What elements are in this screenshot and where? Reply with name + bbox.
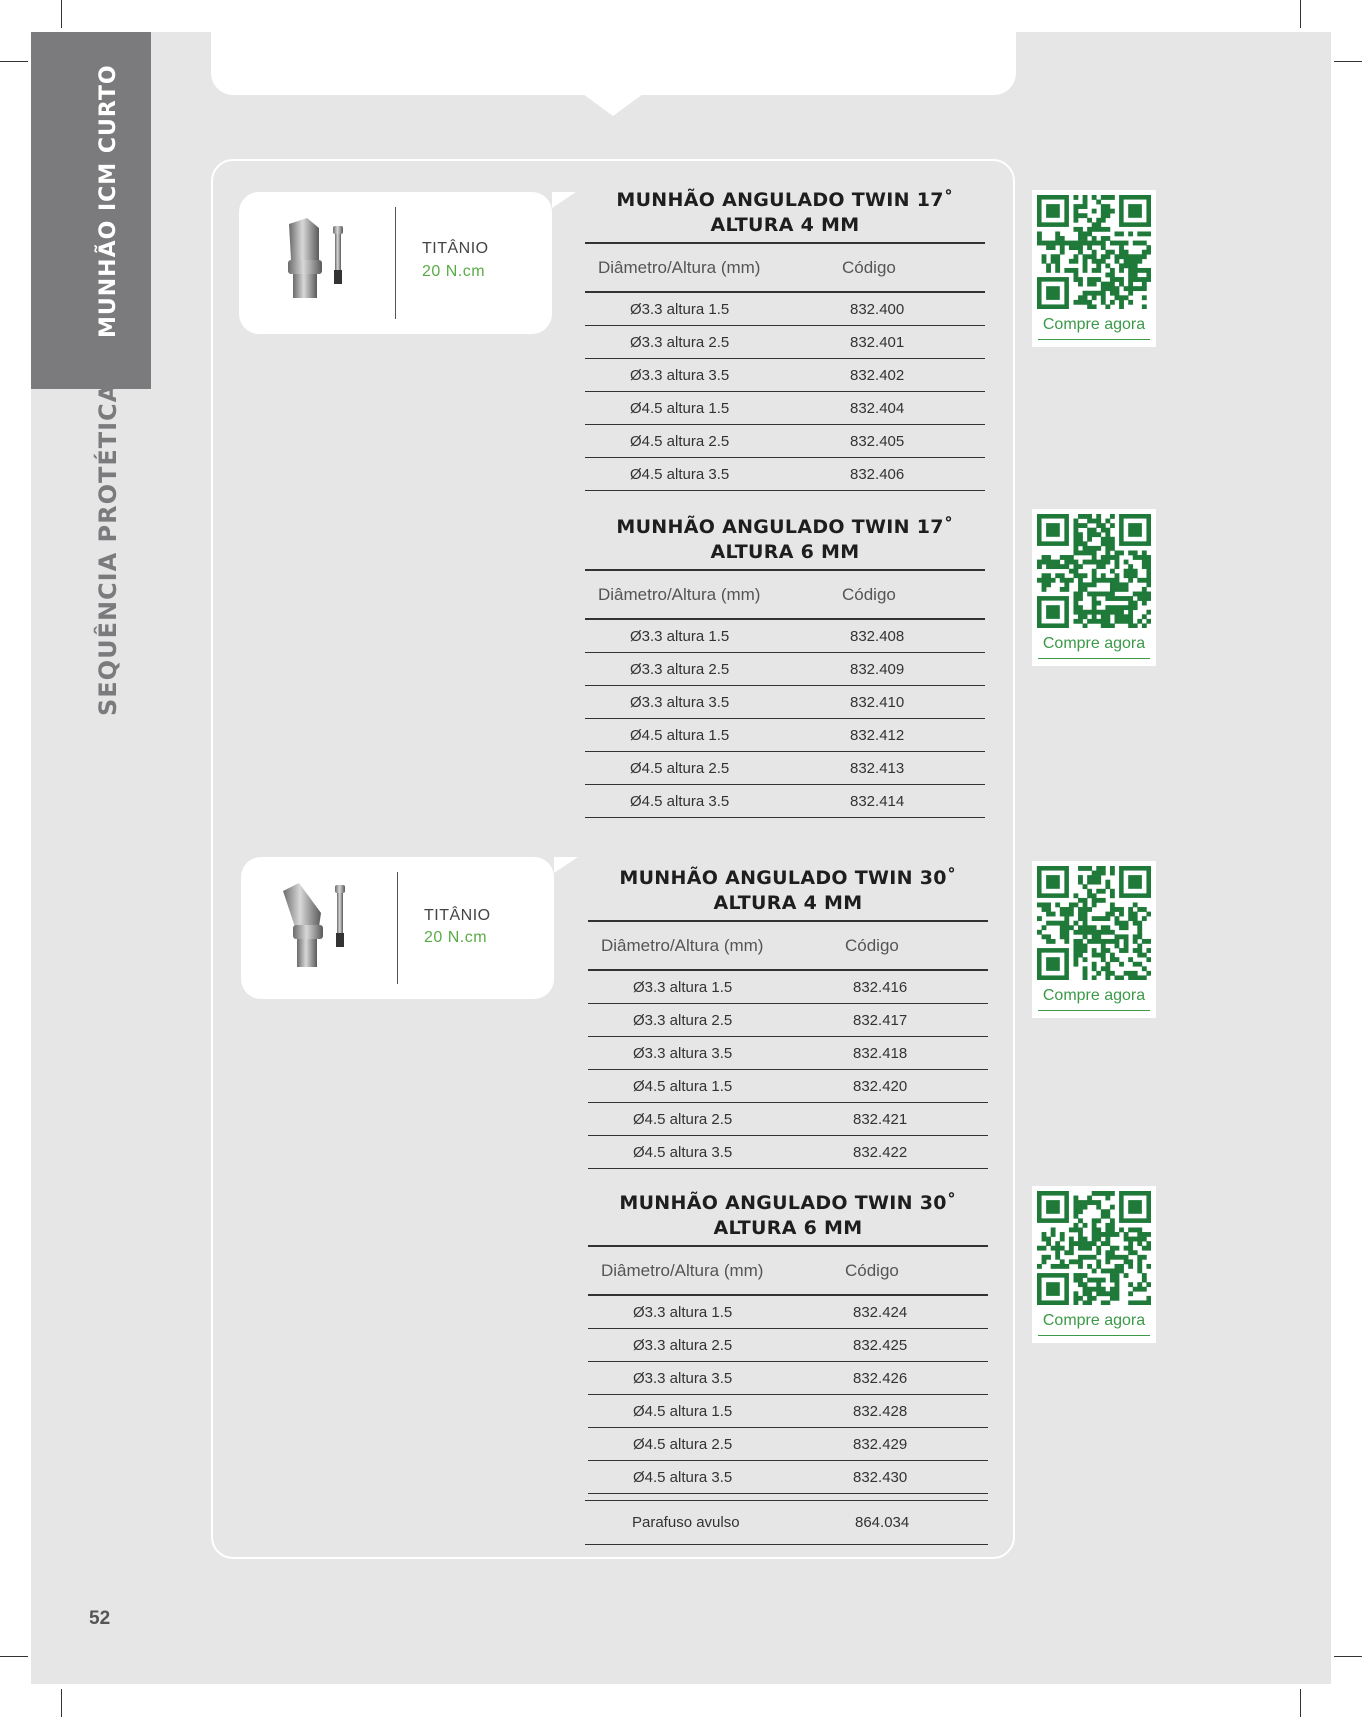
table-row (588, 1296, 988, 1329)
buy-link-underline (1038, 1335, 1150, 1336)
code-cell: 832.410 (850, 693, 905, 711)
column-header: Código (842, 257, 896, 277)
code-cell: 832.418 (853, 1044, 908, 1062)
diameter-height-cell: Ø3.3 altura 2.5 (633, 1011, 733, 1029)
table-row (588, 1070, 988, 1103)
diameter-height-cell: Ø3.3 altura 3.5 (630, 366, 730, 384)
diameter-height-cell: Ø4.5 altura 2.5 (630, 759, 730, 777)
table-title: MUNHÃO ANGULADO TWIN 30˚ (619, 1192, 957, 1214)
card-pointer (554, 857, 578, 873)
table-row (585, 425, 985, 458)
qr-block[interactable] (1032, 509, 1156, 666)
table-row (588, 1395, 988, 1428)
table-row (585, 458, 985, 491)
crop-mark (1300, 0, 1301, 28)
table-title: MUNHÃO ANGULADO TWIN 17˚ (616, 516, 954, 538)
crop-mark (61, 1689, 62, 1717)
column-header: Diâmetro/Altura (mm) (601, 1260, 764, 1280)
crop-mark (1334, 61, 1362, 62)
column-header: Código (845, 1260, 899, 1280)
code-cell: 832.406 (850, 465, 905, 483)
buy-link-underline (1038, 1010, 1150, 1011)
table-row (588, 1136, 988, 1169)
crop-mark (61, 0, 62, 28)
table-title: MUNHÃO ANGULADO TWIN 30˚ (619, 867, 957, 889)
code-cell: 832.417 (853, 1011, 908, 1029)
code-cell: 832.409 (850, 660, 905, 678)
code-cell: 832.416 (853, 978, 908, 996)
buy-link-underline (1038, 339, 1150, 340)
diameter-height-cell: Ø3.3 altura 2.5 (630, 333, 730, 351)
crop-mark (0, 1656, 28, 1657)
header-tab (211, 32, 1016, 95)
qr-code-icon[interactable] (1037, 195, 1151, 309)
code-cell: 832.424 (853, 1303, 908, 1321)
diameter-height-cell: Ø4.5 altura 3.5 (630, 465, 730, 483)
column-header: Diâmetro/Altura (mm) (598, 257, 761, 277)
code-cell: 832.429 (853, 1435, 908, 1453)
item-name: Parafuso avulso (632, 1514, 740, 1531)
table-row (588, 1428, 988, 1461)
product-card (239, 192, 552, 334)
diameter-height-cell: Ø3.3 altura 1.5 (630, 300, 730, 318)
section-title: MUNHÃO ICM CURTO (96, 64, 121, 338)
qr-code-icon[interactable] (1037, 866, 1151, 980)
table-subtitle: ALTURA 6 MM (713, 1217, 863, 1239)
table-header (585, 244, 985, 293)
product-table (588, 1191, 988, 1494)
diameter-height-cell: Ø4.5 altura 3.5 (633, 1143, 733, 1161)
torque-label: 20 N.cm (424, 929, 488, 946)
table-rows (585, 620, 985, 818)
diameter-height-cell: Ø4.5 altura 2.5 (633, 1110, 733, 1128)
header-tab-pointer (583, 94, 643, 116)
table-row (585, 752, 985, 785)
code-cell: 832.404 (850, 399, 905, 417)
column-header: Código (842, 584, 896, 604)
code-cell: 832.426 (853, 1369, 908, 1387)
table-row (585, 653, 985, 686)
table-row (588, 1461, 988, 1494)
table-row (585, 293, 985, 326)
buy-link[interactable]: Compre agora (1042, 987, 1146, 1004)
table-title: MUNHÃO ANGULADO TWIN 17˚ (616, 189, 954, 211)
code-cell: 832.428 (853, 1402, 908, 1420)
column-header: Diâmetro/Altura (mm) (601, 935, 764, 955)
table-row (588, 971, 988, 1004)
diameter-height-cell: Ø3.3 altura 2.5 (633, 1336, 733, 1354)
torque-label: 20 N.cm (422, 263, 486, 280)
qr-block[interactable] (1032, 861, 1156, 1018)
table-row (585, 359, 985, 392)
abutment-30-icon (281, 877, 361, 977)
code-cell: 832.421 (853, 1110, 908, 1128)
diameter-height-cell: Ø3.3 altura 2.5 (630, 660, 730, 678)
table-row (588, 1362, 988, 1395)
buy-link-underline (1038, 658, 1150, 659)
card-divider (395, 207, 396, 319)
diameter-height-cell: Ø4.5 altura 1.5 (630, 399, 730, 417)
table-rows (585, 293, 985, 491)
table-header (588, 922, 988, 971)
product-table (588, 866, 988, 1169)
table-row (585, 785, 985, 818)
crop-mark (1334, 1656, 1362, 1657)
column-header: Código (845, 935, 899, 955)
table-rows (588, 1296, 988, 1494)
code-cell: 832.412 (850, 726, 905, 744)
table-row (585, 1501, 988, 1545)
diameter-height-cell: Ø4.5 altura 2.5 (630, 432, 730, 450)
diameter-height-cell: Ø3.3 altura 1.5 (633, 978, 733, 996)
crop-mark (1300, 1689, 1301, 1717)
diameter-height-cell: Ø3.3 altura 3.5 (630, 693, 730, 711)
page-number: 52 (89, 1608, 111, 1629)
extra-table (585, 1500, 988, 1545)
material-label: TITÂNIO (422, 240, 489, 257)
table-row (585, 392, 985, 425)
item-code: 864.034 (855, 1514, 910, 1531)
diameter-height-cell: Ø3.3 altura 3.5 (633, 1369, 733, 1387)
material-label: TITÂNIO (424, 907, 491, 924)
table-row (585, 620, 985, 653)
column-header: Diâmetro/Altura (mm) (598, 584, 761, 604)
table-row (588, 1004, 988, 1037)
code-cell: 832.420 (853, 1077, 908, 1095)
table-subtitle: ALTURA 4 MM (710, 214, 860, 236)
table-row (585, 686, 985, 719)
code-cell: 832.414 (850, 792, 905, 810)
table-row (585, 326, 985, 359)
code-cell: 832.408 (850, 627, 905, 645)
side-band (31, 32, 151, 389)
diameter-height-cell: Ø3.3 altura 1.5 (630, 627, 730, 645)
table-row (588, 1103, 988, 1136)
buy-link[interactable]: Compre agora (1042, 635, 1146, 652)
qr-code-icon[interactable] (1037, 1191, 1151, 1305)
table-row (588, 1329, 988, 1362)
code-cell: 832.405 (850, 432, 905, 450)
code-cell: 832.401 (850, 333, 905, 351)
code-cell: 832.402 (850, 366, 905, 384)
diameter-height-cell: Ø3.3 altura 3.5 (633, 1044, 733, 1062)
diameter-height-cell: Ø4.5 altura 1.5 (633, 1077, 733, 1095)
product-table (585, 515, 985, 818)
table-header (585, 571, 985, 620)
buy-link[interactable]: Compre agora (1042, 316, 1146, 333)
card-divider (397, 872, 398, 984)
diameter-height-cell: Ø3.3 altura 1.5 (633, 1303, 733, 1321)
table-subtitle: ALTURA 6 MM (710, 541, 860, 563)
code-cell: 832.422 (853, 1143, 908, 1161)
buy-link[interactable]: Compre agora (1042, 1312, 1146, 1329)
diameter-height-cell: Ø4.5 altura 1.5 (633, 1402, 733, 1420)
abutment-17-icon (279, 212, 359, 312)
diameter-height-cell: Ø4.5 altura 3.5 (630, 792, 730, 810)
diameter-height-cell: Ø4.5 altura 3.5 (633, 1468, 733, 1486)
table-subtitle: ALTURA 4 MM (713, 892, 863, 914)
code-cell: 832.430 (853, 1468, 908, 1486)
code-cell: 832.413 (850, 759, 905, 777)
crop-mark (0, 61, 28, 62)
product-table (585, 188, 985, 491)
table-rows (588, 971, 988, 1169)
diameter-height-cell: Ø4.5 altura 2.5 (633, 1435, 733, 1453)
chapter-title: SEQUÊNCIA PROTÉTICA (94, 382, 122, 716)
table-row (588, 1037, 988, 1070)
table-row (585, 719, 985, 752)
product-card (241, 857, 554, 999)
code-cell: 832.425 (853, 1336, 908, 1354)
card-pointer (552, 192, 576, 208)
qr-code-icon[interactable] (1037, 514, 1151, 628)
table-header (588, 1247, 988, 1296)
code-cell: 832.400 (850, 300, 905, 318)
qr-block[interactable] (1032, 1186, 1156, 1343)
qr-block[interactable] (1032, 190, 1156, 347)
diameter-height-cell: Ø4.5 altura 1.5 (630, 726, 730, 744)
